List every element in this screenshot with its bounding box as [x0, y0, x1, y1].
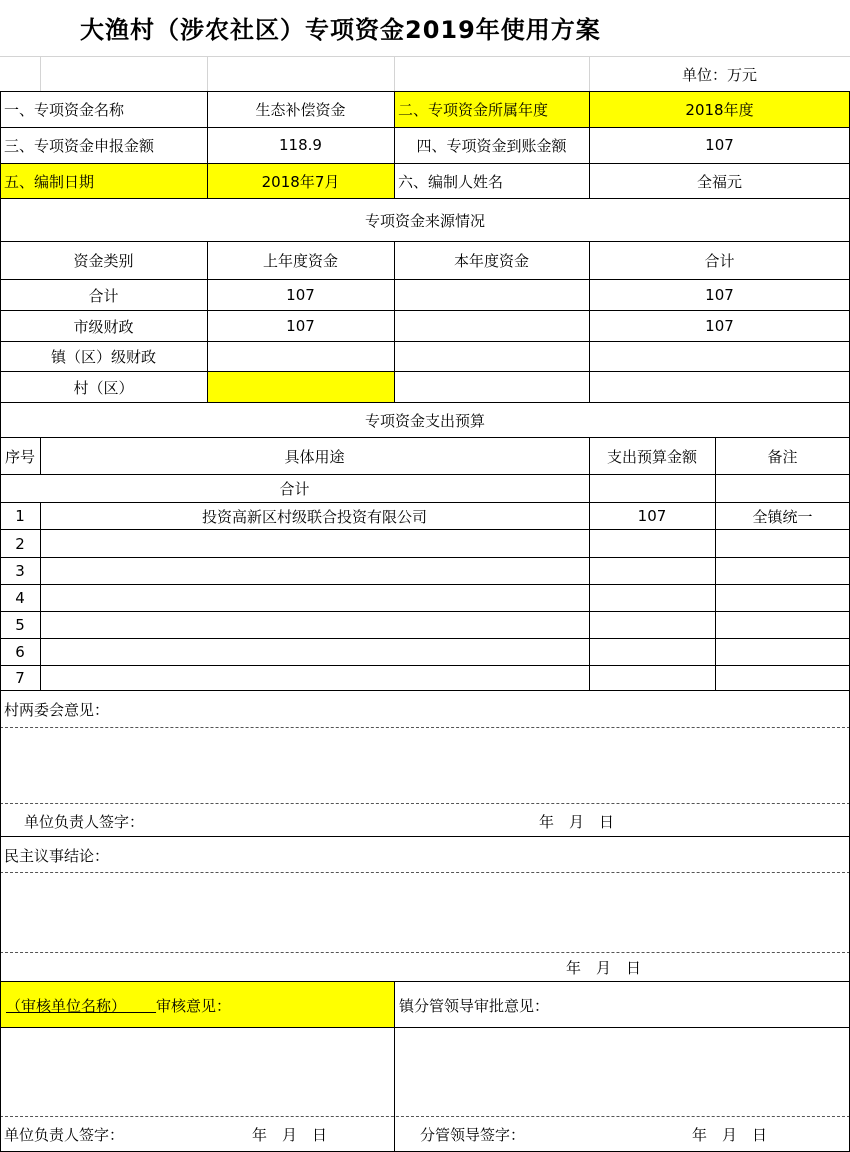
source-row-town-last: [207, 342, 394, 371]
border-line: [715, 437, 716, 690]
declared-amount-value: 118.9: [279, 136, 322, 154]
dashed-divider: [0, 727, 850, 728]
review-unit-name-underline: [126, 995, 156, 1016]
review-sign-date: 年 月 日: [252, 1125, 328, 1144]
border-line: [0, 91, 850, 92]
compile-date-label: 五、编制日期: [0, 163, 207, 199]
budget-total-label: 合计: [279, 480, 310, 498]
border-line: [0, 665, 850, 666]
declared-amount-label: 三、专项资金申报金额: [4, 136, 155, 155]
democracy-date: 年 月 日: [566, 958, 642, 977]
source-row-village-this: [394, 372, 589, 402]
received-amount-label: 四、专项资金到账金额: [416, 136, 567, 155]
received-amount-value: 107: [705, 136, 734, 154]
border-line: [0, 91, 1, 1152]
budget-row-index: 2: [15, 534, 25, 553]
source-header-total: 合计: [704, 252, 735, 270]
budget-row-purpose: 投资高新区村级联合投资有限公司: [201, 507, 427, 526]
border-line: [0, 163, 850, 164]
border-line: [0, 557, 850, 558]
dashed-divider: [0, 952, 850, 953]
budget-row-index: 4: [15, 589, 25, 607]
budget-row-index: 7: [15, 669, 25, 687]
border-line: [0, 836, 850, 837]
border-line: [394, 982, 395, 1152]
grid-line: [40, 56, 41, 91]
source-row-city-sum: 107: [705, 317, 734, 335]
source-row-village-sum: [589, 372, 850, 402]
source-header-this-year: 本年度资金: [453, 252, 529, 270]
dashed-divider: [0, 803, 850, 804]
budget-header-index: 序号: [4, 447, 35, 466]
source-row-village-last: [207, 372, 394, 402]
dashed-divider: [0, 1116, 850, 1117]
village-opinion-label: 村两委会意见：: [4, 700, 110, 719]
source-row-total-last: 107: [286, 286, 315, 304]
budget-heading: 专项资金支出预算: [364, 411, 485, 430]
compile-date-value: 2018年7月: [207, 163, 394, 199]
source-header-category: 资金类别: [73, 252, 134, 270]
border-line: [40, 437, 41, 474]
budget-header-amount: 支出预算金额: [606, 447, 697, 466]
budget-row-index: 5: [15, 616, 25, 634]
document-title: 大渔村（涉农社区）专项资金2019年使用方案: [80, 16, 601, 44]
border-line: [0, 529, 850, 530]
source-row-town-sum: [589, 342, 850, 371]
border-line: [0, 690, 850, 691]
source-row-total-this: [394, 280, 589, 310]
town-approval-label: 镇分管领导审批意见：: [399, 996, 550, 1015]
source-row-village-category: 村（区）: [73, 378, 134, 397]
source-row-total-sum: 107: [705, 286, 734, 304]
source-row-total-category: 合计: [88, 286, 119, 305]
border-line: [589, 437, 590, 690]
border-line: [0, 127, 850, 128]
democracy-conclusion-label: 民主议事结论：: [4, 846, 110, 865]
budget-row-index: 3: [15, 562, 25, 580]
compiler-name-value: 全福元: [696, 172, 742, 191]
compiler-name-label: 六、编制人姓名: [398, 172, 504, 191]
fund-year-value: 2018年度: [589, 91, 850, 127]
border-line: [207, 241, 208, 402]
border-line: [0, 584, 850, 585]
fund-name-label: 一、专项资金名称: [4, 100, 125, 119]
fund-name-value: 生态补偿资金: [255, 100, 346, 119]
budget-row-index: 6: [15, 643, 25, 661]
grid-line: [207, 56, 208, 91]
source-heading: 专项资金来源情况: [364, 211, 485, 230]
border-line: [0, 611, 850, 612]
budget-row-index: 1: [15, 507, 25, 525]
village-sign-label: 单位负责人签字：: [24, 812, 145, 831]
village-sign-date: 年 月 日: [539, 812, 615, 831]
source-header-last-year: 上年度资金: [262, 252, 338, 270]
border-line: [394, 241, 395, 402]
budget-row-remark: 全镇统一: [752, 507, 813, 526]
border-line: [394, 91, 395, 199]
review-opinion-label: 审核意见：: [156, 996, 232, 1015]
source-row-city-category: 市级财政: [73, 317, 134, 336]
source-row-town-category: 镇（区）级财政: [50, 348, 156, 366]
source-row-town-this: [394, 342, 589, 371]
border-line: [589, 241, 590, 402]
dashed-divider: [0, 872, 850, 873]
town-sign-label: 分管领导签字：: [420, 1125, 526, 1144]
source-row-city-last: 107: [286, 317, 315, 335]
border-line: [0, 638, 850, 639]
review-unit-name-placeholder: （审核单位名称）: [6, 996, 127, 1015]
grid-line: [394, 56, 395, 91]
budget-header-remark: 备注: [767, 447, 798, 466]
border-line: [0, 1027, 850, 1028]
unit-label: 单位：万元: [681, 65, 757, 84]
fund-year-label: 二、专项资金所属年度: [394, 91, 589, 127]
budget-header-purpose: 具体用途: [284, 447, 345, 466]
town-sign-date: 年 月 日: [692, 1125, 768, 1144]
source-row-city-this: [394, 311, 589, 341]
review-opinion-header: [0, 982, 394, 1028]
border-line: [40, 502, 41, 690]
border-line: [207, 91, 208, 199]
border-line: [589, 91, 590, 199]
budget-row-amount: 107: [637, 507, 667, 525]
review-sign-label: 单位负责人签字：: [4, 1125, 125, 1144]
